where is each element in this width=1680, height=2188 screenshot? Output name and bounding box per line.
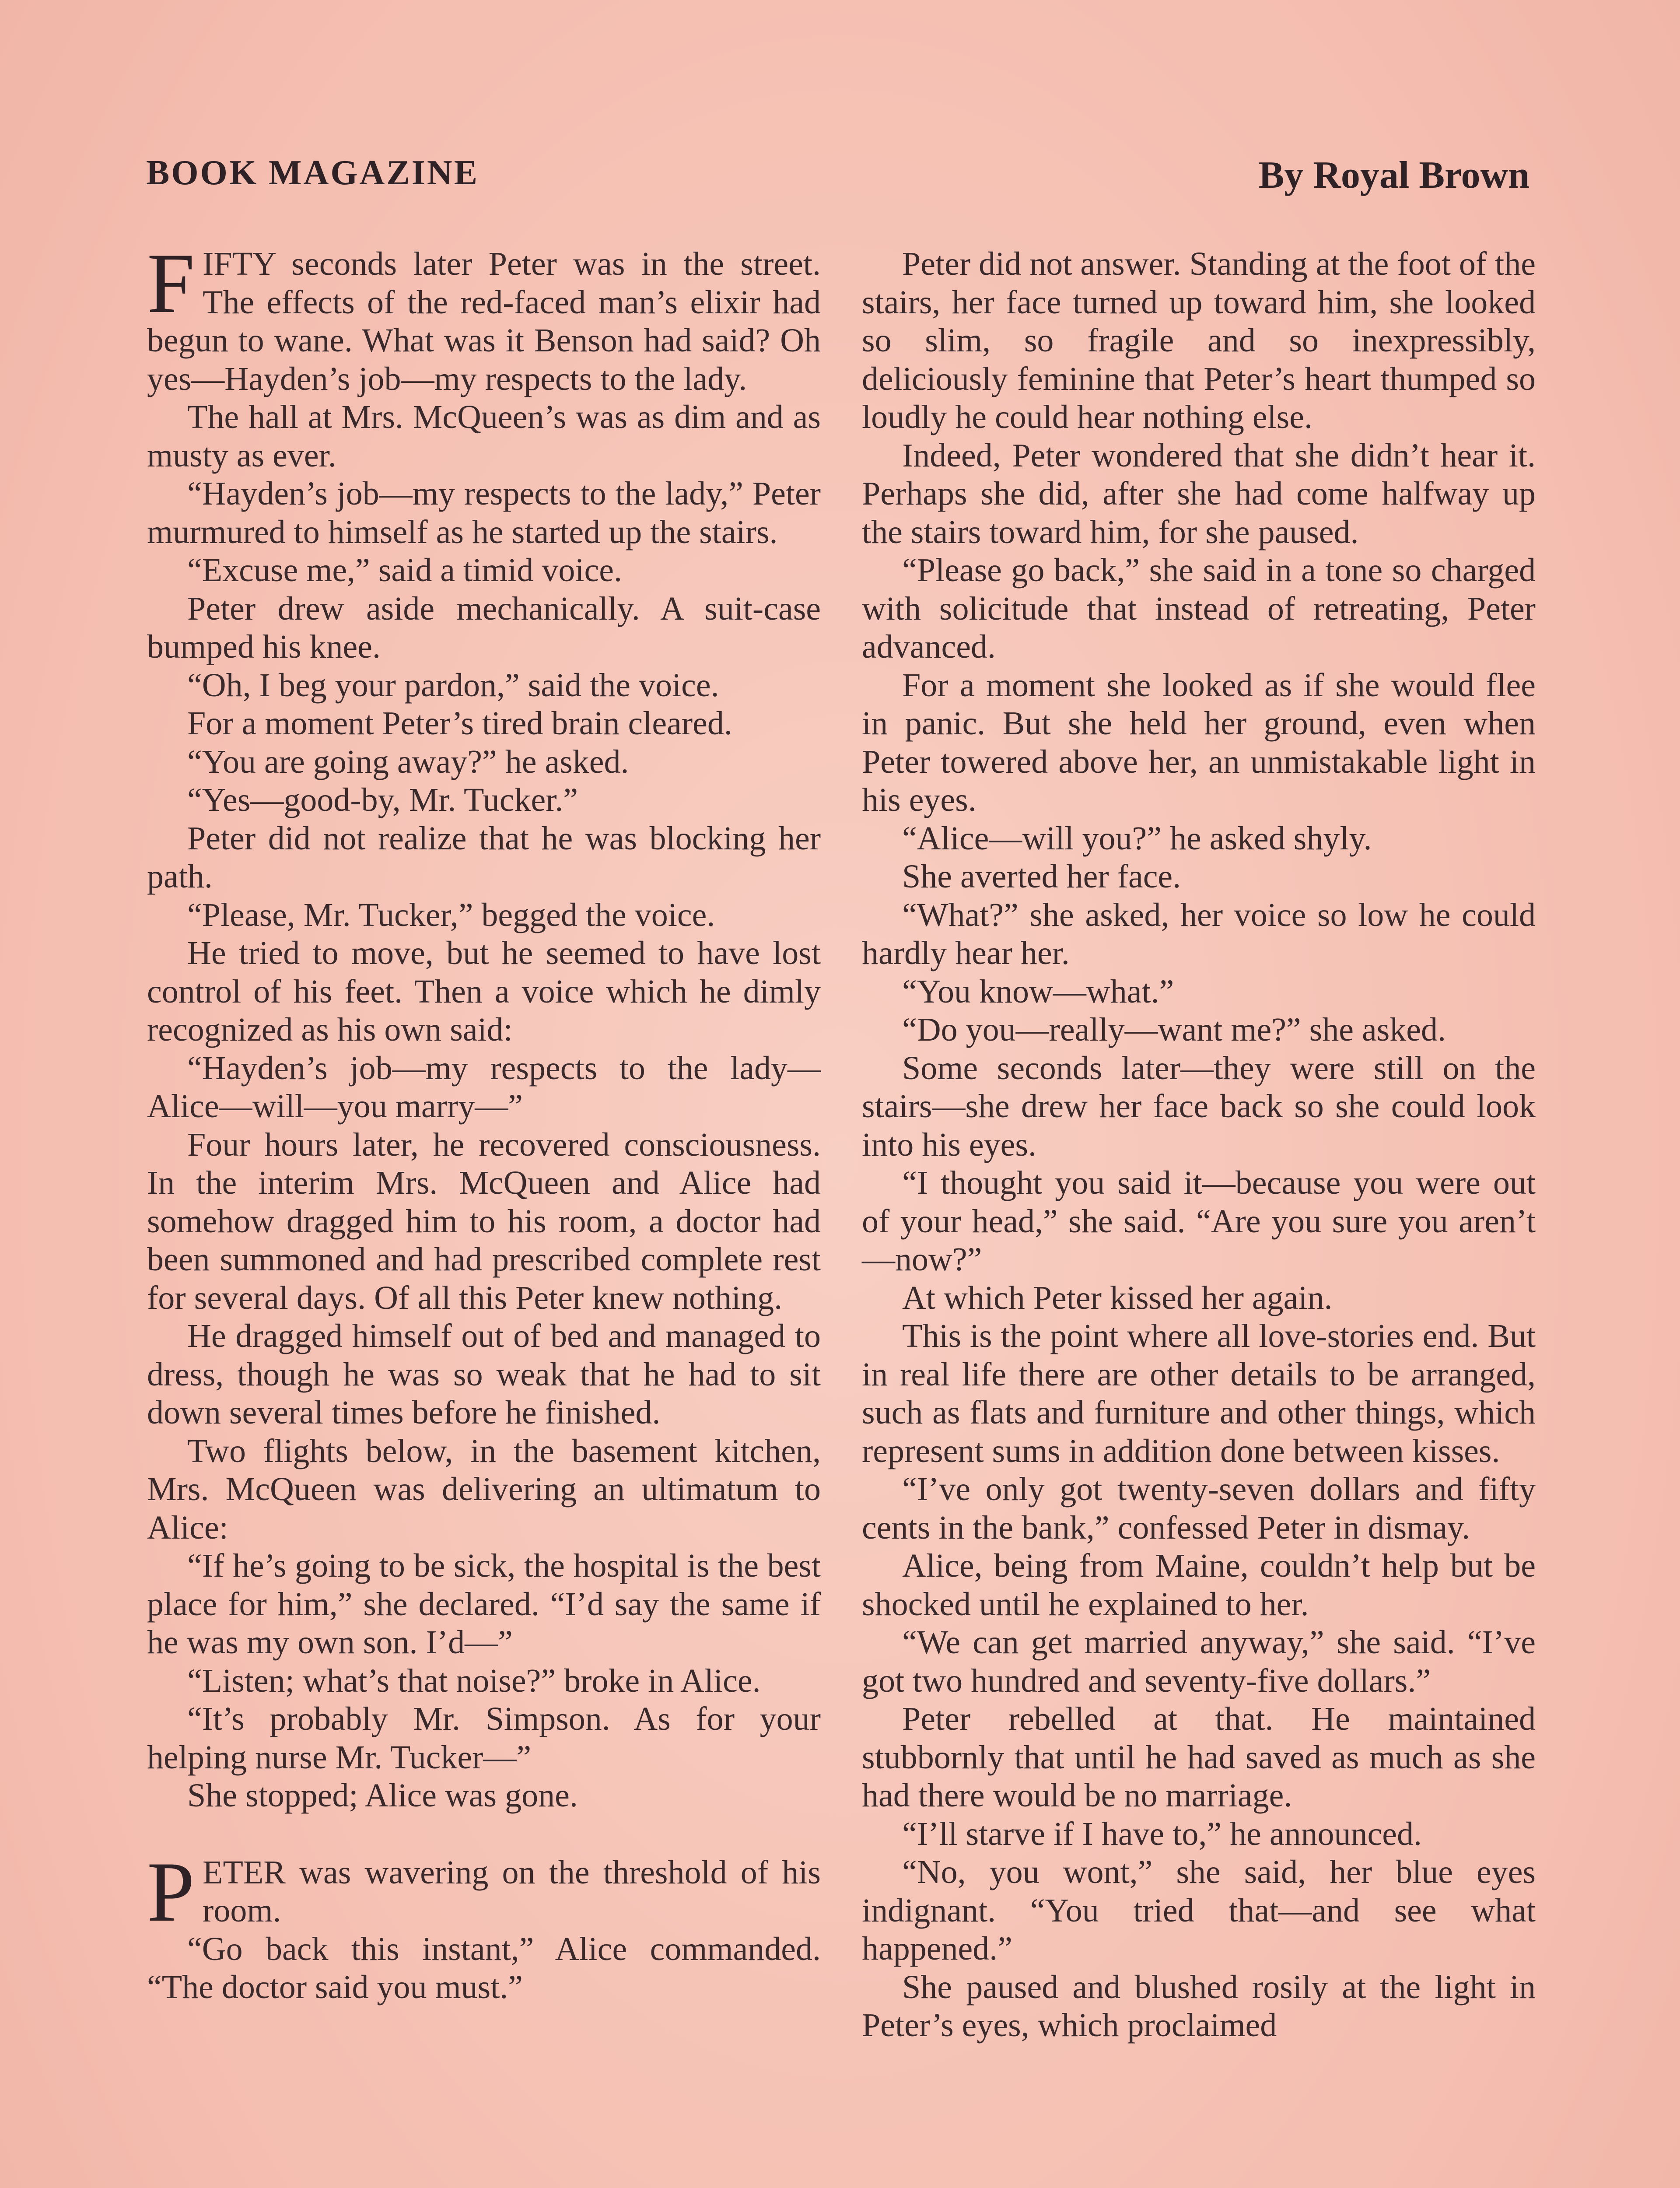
paragraph [147,1547,821,1662]
paragraph-text: She averted her face. [902,858,1181,895]
paragraph [862,1011,1536,1049]
paragraph [862,1815,1536,1854]
paragraph [147,820,821,896]
paragraph [862,666,1536,820]
paragraph-text: “Hayden’s job—my respects to the lady—Alice—will—you marry—” [147,1049,821,1125]
paragraph-text: Peter drew aside mechanically. A suit-case bumped his knee. [147,590,821,665]
paragraph-text: “Excuse me,” said a timid voice. [187,552,622,589]
paragraph-text: He dragged himself out of bed and managed to dress, though he was so weak that he had to sit down several times before he finished. [147,1318,821,1431]
paragraph [862,973,1536,1011]
paragraph-text: “Please, Mr. Tucker,” begged the voice. [187,896,715,933]
paragraph [862,1700,1536,1815]
paragraph [147,1777,821,1815]
paragraph [862,1317,1536,1470]
paragraph-text: “Hayden’s job—my respects to the lady,” Peter murmured to himself as he started up the stairs. [147,475,821,551]
paragraph-text: This is the point where all love-stories end. But in real life there are other details to be arranged, such as flats and furniture and other things, which represent sums in addition done between kisses. [862,1318,1536,1469]
paragraph-text: He tried to move, but he seemed to have lost control of his feet. Then a voice which he dimly recognized as his own said: [147,935,821,1048]
paragraph [147,705,821,743]
paragraph [147,1049,821,1126]
paragraph [147,934,821,1049]
paragraph-text: “I thought you said it—because you were out of your head,” she said. “Are you sure you aren’t—now?” [862,1164,1536,1278]
paragraph-text: “We can get married anyway,” she said. “I’ve got two hundred and seventy-five dollars.” [862,1624,1536,1699]
paragraph-text: Peter did not answer. Standing at the foot of the stairs, her face turned up toward him, she looked so slim, so fragile and so inexpressibly, deliciously feminine that Peter’s heart thumped so loudly he could hear nothing else. [862,245,1536,435]
paragraph-text: “What?” she asked, her voice so low he could hardly hear her. [862,896,1536,971]
paragraph-text: ETER was wavering on the threshold of his room. [203,1854,821,1929]
paragraph-text: “If he’s going to be sick, the hospital is the best place for him,” she declared. “I’d say the same if he was my own son. I’d—” [147,1547,821,1661]
paragraph-text: “Go back this instant,” Alice commanded. “The doctor said you must.” [147,1930,821,2006]
paragraph [147,1700,821,1777]
paragraph-text: “Do you—really—want me?” she asked. [902,1011,1446,1048]
drop-cap: P [147,1844,195,1939]
left-text-column [147,236,821,2007]
paragraph [147,1432,821,1547]
paragraph [862,858,1536,896]
paragraph-text: Some seconds later—they were still on the stairs—she drew her face back so she could look into his eyes. [862,1049,1536,1163]
paragraph-text: She stopped; Alice was gone. [187,1777,578,1814]
paragraph [862,820,1536,858]
paragraph-text: “No, you wont,” she said, her blue eyes indignant. “You tried that—and see what happened.” [862,1854,1536,1967]
paragraph-text: “Oh, I beg your pardon,” said the voice. [187,666,719,704]
paragraph [862,437,1536,552]
paragraph-text: At which Peter kissed her again. [902,1279,1333,1316]
paragraph [862,1968,1536,2045]
paragraph [147,590,821,666]
paragraph [147,666,821,705]
paragraph [147,1844,821,1939]
paragraph [862,896,1536,973]
paragraph [862,1164,1536,1279]
paragraph-text: Indeed, Peter wondered that she didn’t hear it. Perhaps she did, after she had come halfway up the stairs toward him, for she paused. [862,437,1536,551]
paragraph-text: Two flights below, in the basement kitchen, Mrs. McQueen was delivering an ultimatum to Alice: [147,1432,821,1546]
paragraph [147,398,821,475]
paragraph [862,1470,1536,1547]
paragraph [862,1049,1536,1164]
running-header-author: By Royal Brown [1258,154,1530,196]
paragraph-text: Peter rebelled at that. He maintained stubbornly that until he had saved as much as she had there would be no marriage. [862,1701,1536,1814]
right-text-column [862,245,1536,2045]
paragraph [147,1126,821,1318]
paragraph [147,743,821,782]
paragraph-text: She paused and blushed rosily at the light in Peter’s eyes, which proclaimed [862,1968,1536,2044]
paragraph-text: Alice, being from Maine, couldn’t help but be shocked until he explained to her. [862,1547,1536,1623]
paragraph-text: Peter did not realize that he was blocking her path. [147,820,821,895]
paragraph [147,1317,821,1432]
paragraph-text: “Please go back,” she said in a tone so charged with solicitude that instead of retreating, Peter advanced. [862,552,1536,665]
paragraph [147,475,821,551]
paragraph [862,1279,1536,1318]
paragraph [862,1547,1536,1623]
drop-cap: F [147,236,195,331]
running-header-magazine: BOOK MAGAZINE [146,154,479,192]
paragraph [862,1853,1536,1968]
paragraph [147,896,821,935]
paragraph [147,551,821,590]
paragraph-text: For a moment she looked as if she would flee in panic. But she held her ground, even when Peter towered above her, an unmistakable light in his eyes. [862,666,1536,818]
paragraph [147,1930,821,2007]
paragraph [147,236,821,398]
paragraph-text: “Yes—good-by, Mr. Tucker.” [187,782,578,818]
paragraph [862,551,1536,666]
paragraph-text: “I’ve only got twenty-seven dollars and fifty cents in the bank,” confessed Peter in dismay. [862,1471,1536,1546]
paragraph [147,1662,821,1701]
paragraph-text: “You know—what.” [902,973,1174,1010]
paragraph-text: “I’ll starve if I have to,” he announced. [902,1815,1422,1852]
paragraph-text: “You are going away?” he asked. [187,743,629,780]
paragraph-text: “Listen; what’s that noise?” broke in Alice. [187,1662,761,1699]
paragraph-text: IFTY seconds later Peter was in the street. The effects of the red-faced man’s elixir had begun to wane. What was it Benson had said? Oh yes—Hayden’s job—my respects to the lady. [147,245,821,397]
paragraph [862,1623,1536,1700]
paragraph-text: For a moment Peter’s tired brain cleared. [187,705,732,742]
paragraph-text: The hall at Mrs. McQueen’s was as dim and as musty as ever. [147,399,821,474]
paragraph [147,781,821,820]
paragraph-text: Four hours later, he recovered consciousness. In the interim Mrs. McQueen and Alice had somehow dragged him to his room, a doctor had been summoned and had prescribed complete rest for several days. Of all this Peter knew nothing. [147,1126,821,1316]
paragraph [862,245,1536,437]
paragraph-text: “It’s probably Mr. Simpson. As for your helping nurse Mr. Tucker—” [147,1701,821,1776]
paragraph-text: “Alice—will you?” he asked shyly. [902,820,1372,857]
